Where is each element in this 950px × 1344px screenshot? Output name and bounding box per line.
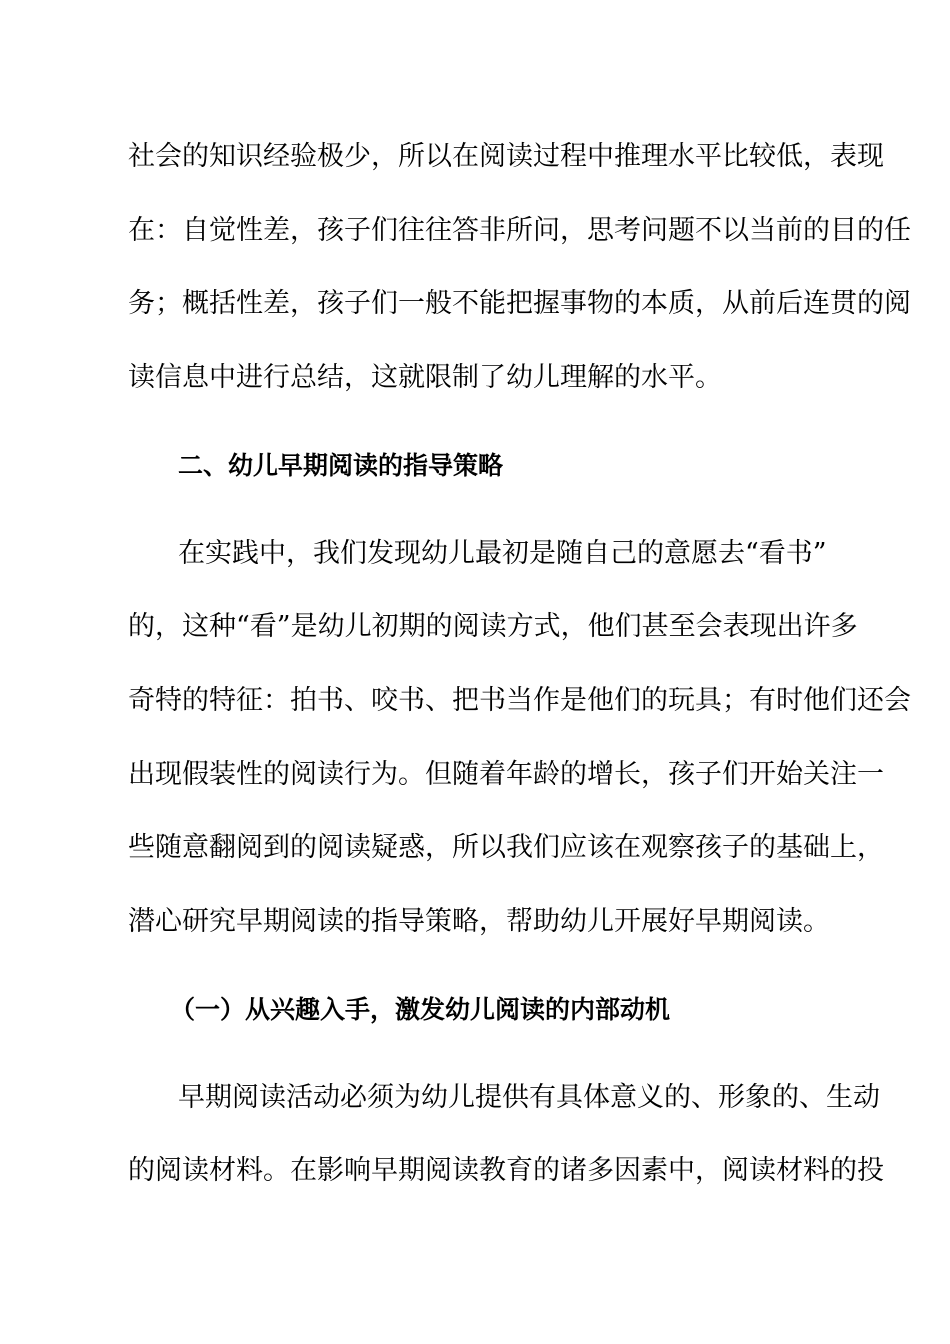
paragraph-3-line-2: 的阅读材料。在影响早期阅读教育的诸多因素中，阅读材料的投 [128, 1155, 884, 1186]
paragraph-2-line-2: 的，这种“看”是幼儿初期的阅读方式，他们甚至会表现出许多 [128, 611, 858, 642]
section-heading-2: 二、幼儿早期阅读的指导策略 [178, 451, 504, 480]
paragraph-1-line-4: 读信息中进行总结，这就限制了幼儿理解的水平。 [128, 362, 722, 393]
paragraph-1-line-3: 务；概括性差，孩子们一般不能把握事物的本质，从前后连贯的阅 [128, 288, 911, 319]
paragraph-3-line-1: 早期阅读活动必须为幼儿提供有具体意义的、形象的、生动 [178, 1082, 880, 1113]
paragraph-1-line-1: 社会的知识经验极少，所以在阅读过程中推理水平比较低，表现 [128, 141, 884, 172]
paragraph-2-line-3: 奇特的特征：拍书、咬书、把书当作是他们的玩具；有时他们还会 [128, 685, 911, 716]
paragraph-2-line-5: 些随意翻阅到的阅读疑惑，所以我们应该在观察孩子的基础上， [128, 832, 884, 863]
subsection-heading-1: （一）从兴趣入手，激发幼儿阅读的内部动机 [170, 995, 671, 1024]
paragraph-2-line-1: 在实践中，我们发现幼儿最初是随自己的意愿去“看书” [178, 538, 827, 569]
paragraph-1-line-2: 在：自觉性差，孩子们往往答非所问，思考问题不以当前的目的任 [128, 215, 911, 246]
paragraph-2-line-6: 潜心研究早期阅读的指导策略，帮助幼儿开展好早期阅读。 [128, 906, 830, 937]
paragraph-2-line-4: 出现假装性的阅读行为。但随着年龄的增长，孩子们开始关注一 [128, 759, 884, 790]
